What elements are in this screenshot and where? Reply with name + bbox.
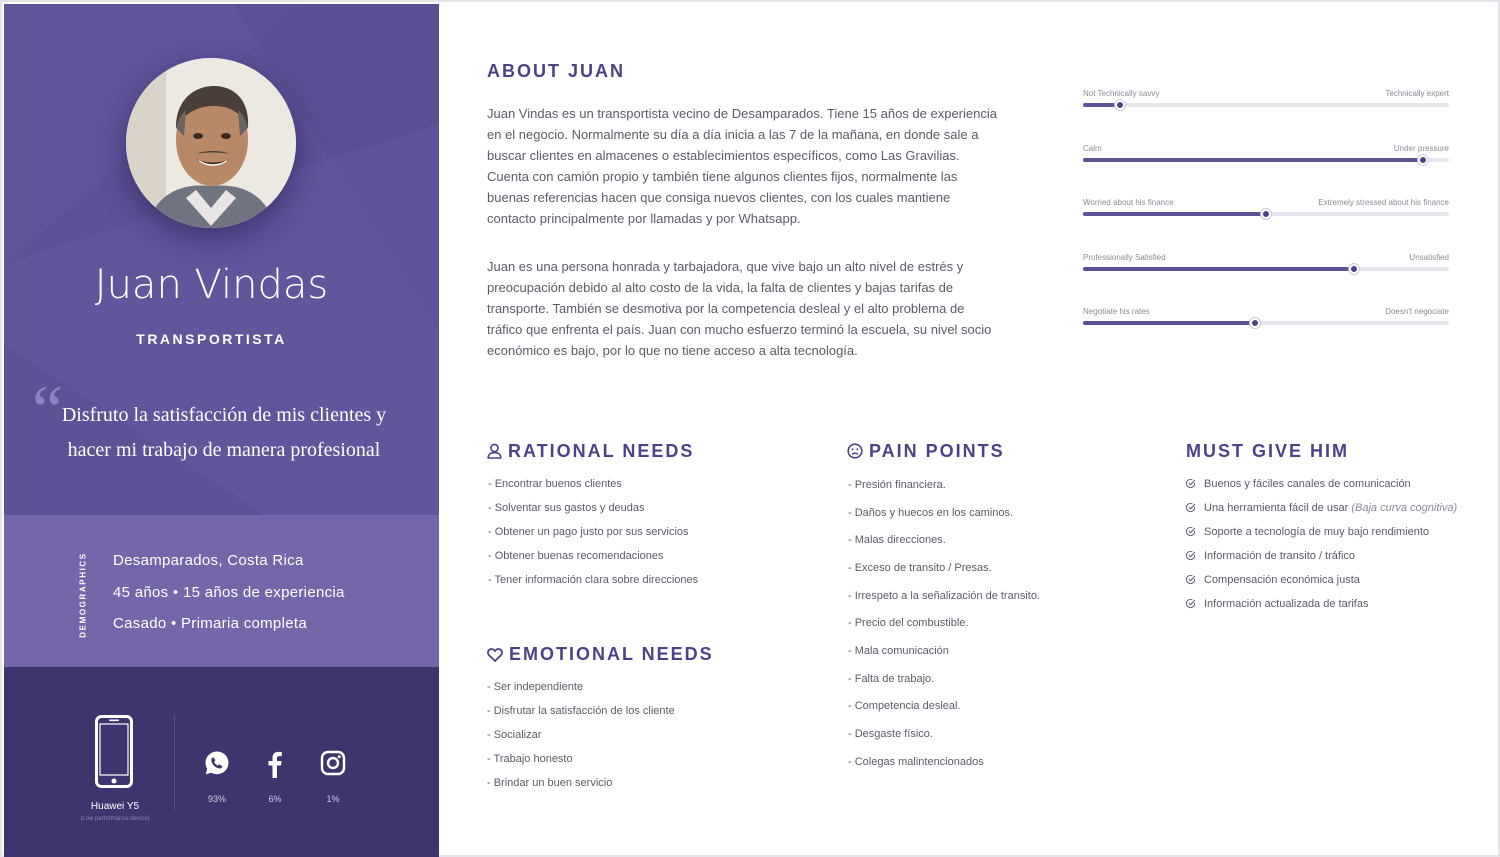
whatsapp-icon [204, 750, 230, 776]
whatsapp-app [197, 750, 237, 781]
trait-label-left: Worried about his finance [1083, 198, 1174, 207]
list-item: - Irrespeto a la señalización de transito. [848, 590, 1040, 602]
check-circle-icon [1185, 502, 1196, 513]
list-item: - Tener información clara sobre direcciones [488, 574, 699, 586]
checklist-item: Información actualizada de tarifas [1185, 598, 1368, 610]
trait-track [1083, 103, 1449, 107]
list-item: - Presión financiera. [848, 479, 946, 491]
quote-mark: “ [32, 372, 64, 449]
trait-fill [1083, 267, 1354, 271]
checklist-item: Buenos y fáciles canales de comunicación [1185, 478, 1411, 490]
persona-name: Juan Vindas [94, 262, 329, 308]
profile-card [4, 4, 439, 515]
trait-knob [1418, 155, 1428, 165]
rational-needs-heading: RATIONAL NEEDS [487, 441, 694, 462]
smartphone-icon [95, 715, 133, 788]
list-item: - Desgaste físico. [848, 728, 933, 740]
list-item: - Falta de trabajo. [848, 673, 935, 685]
pain-points-heading: PAIN POINTS [847, 441, 1005, 462]
divider [174, 715, 175, 810]
demographics-location: Desamparados, Costa Rica [113, 552, 304, 569]
device-note: (Low performance device) [80, 816, 150, 822]
facebook-percent: 6% [268, 794, 282, 804]
avatar [126, 58, 296, 228]
trait-label-left: Calm [1083, 144, 1102, 153]
list-item: - Brindar un buen servicio [487, 777, 613, 789]
list-item: - Solventar sus gastos y deudas [488, 502, 645, 514]
demographics-status: Casado • Primaria completa [113, 615, 307, 632]
about-paragraph: Juan Vindas es un transportista vecino de Desamparados. Tiene 15 años de experiencia en el negocio. Normalmente su día a día inicia a las 7 de la mañana, en donde sale a buscar clientes en almacenes o establecimientos específicos, como Las Gravilias. Cuenta con camión propio y también tiene algunos clientes fijos, normalmente las buenas referencias hacen que consiga nuevos clientes, con los cuales mantiene contacto principalmente por llamadas y por Whatsapp. [487, 106, 997, 226]
trait-label-right: Under pressure [1393, 144, 1449, 153]
list-item: - Precio del combustible. [848, 617, 969, 629]
sad-face-icon [847, 443, 863, 459]
trait-slider-finance [1083, 198, 1449, 228]
trait-slider-tech [1083, 89, 1449, 119]
trait-knob [1349, 264, 1359, 274]
list-item: - Encontrar buenos clientes [488, 478, 622, 490]
trait-fill [1083, 158, 1423, 162]
item-note: (Baja curva cognitiva) [1351, 502, 1458, 514]
instagram-app [313, 750, 353, 781]
portrait-image [126, 58, 296, 228]
whatsapp-percent: 93% [207, 794, 226, 804]
facebook-app [255, 750, 295, 783]
list-item: - Obtener buenas recomendaciones [488, 550, 664, 562]
instagram-percent: 1% [326, 794, 340, 804]
trait-label-left: Professionally Satisfied [1083, 253, 1166, 262]
check-circle-icon [1185, 478, 1196, 489]
check-circle-icon [1185, 598, 1196, 609]
trait-track [1083, 267, 1449, 271]
check-circle-icon [1185, 550, 1196, 561]
trait-slider-pressure [1083, 144, 1449, 174]
about-heading: ABOUT JUAN [487, 61, 626, 81]
persona-role: TRANSPORTISTA [136, 331, 287, 347]
list-item: - Colegas malintencionados [848, 756, 984, 768]
checklist-item: Soporte a tecnología de muy bajo rendimiento [1185, 526, 1429, 538]
emotional-needs-heading: EMOTIONAL NEEDS [487, 644, 714, 665]
list-item: - Ser independiente [487, 681, 584, 693]
demographics-age: 45 años • 15 años de experiencia [113, 584, 345, 601]
trait-label-right: Extremely stressed about his finance [1318, 198, 1449, 207]
trait-label-right: Technically expert [1385, 89, 1449, 98]
trait-knob [1250, 318, 1260, 328]
trait-fill [1083, 321, 1255, 325]
trait-track [1083, 158, 1449, 162]
list-item: - Exceso de transito / Presas. [848, 562, 992, 574]
list-item: - Disfrutar la satisfacción de los cliente [487, 705, 675, 717]
trait-slider-satisfaction [1083, 253, 1449, 283]
checklist-item: Una herramienta fácil de usar (Baja curva cognitiva) [1185, 502, 1457, 514]
trait-knob [1115, 100, 1125, 110]
facebook-icon [262, 750, 288, 778]
list-item: - Mala comunicación [848, 645, 949, 657]
trait-label-right: Doesn't negociate [1385, 307, 1449, 316]
checklist-item: Información de transito / tráfico [1185, 550, 1355, 562]
list-item: - Daños y huecos en los caminos. [848, 507, 1014, 519]
check-circle-icon [1185, 574, 1196, 585]
trait-track [1083, 212, 1449, 216]
list-item: - Obtener un pago justo por sus servicios [488, 526, 689, 538]
list-item: - Malas direcciones. [848, 534, 946, 546]
instagram-icon [320, 750, 346, 776]
trait-label-left: Not Technically savvy [1083, 89, 1160, 98]
persona-sidebar [4, 4, 439, 857]
trait-label-right: Unsatisfied [1409, 253, 1449, 262]
list-item: - Socializar [487, 729, 542, 741]
about-paragraph: Juan es una persona honrada y tarbajadora, que vive bajo un alto nivel de estrés y preocupación debido al alto costo de la vida, la falta de clientes y bajas tarifas de transporte. También se desmotiva por la competencia desleal y el alto problema de tráfico que enfrenta el país. Juan con mucho esfuerzo terminó la escuela, su nivel socio económico es bajo, por lo que no tiene acceso a alta tecnología. [487, 259, 992, 358]
trait-track [1083, 321, 1449, 325]
heart-icon [487, 648, 503, 662]
checklist-item: Compensación económica justa [1185, 574, 1360, 586]
check-circle-icon [1185, 526, 1196, 537]
person-icon [487, 443, 502, 459]
trait-label-left: Negotiate his rates [1083, 307, 1150, 316]
trait-knob [1261, 209, 1271, 219]
trait-slider-rates [1083, 307, 1449, 337]
list-item: - Competencia desleal. [848, 700, 961, 712]
list-item: - Trabajo honesto [487, 753, 573, 765]
demographics-label: DEMOGRAPHICS [78, 552, 88, 638]
device-name: Huawei Y5 [90, 801, 140, 812]
must-give-heading: MUST GIVE HIM [1186, 441, 1350, 461]
trait-fill [1083, 212, 1266, 216]
persona-quote: Disfruto la satisfacción de mis clientes y hacer mi trabajo de manera profesional [61, 404, 387, 461]
